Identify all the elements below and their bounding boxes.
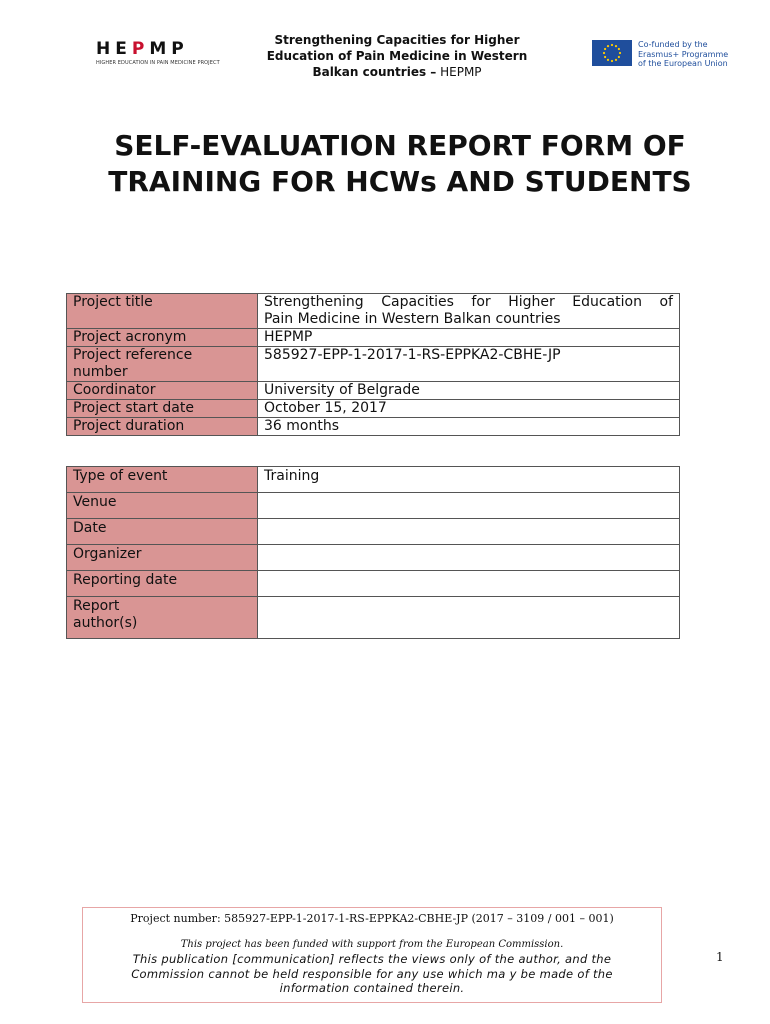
table-label: Project duration <box>67 418 258 436</box>
page-number: 1 <box>716 950 724 964</box>
table-row <box>67 519 680 545</box>
reporting-date-field[interactable] <box>258 571 680 597</box>
table-row <box>67 347 680 382</box>
eu-cofunded-logo <box>592 40 732 70</box>
table-label: Project start date <box>67 400 258 418</box>
main-title: SELF-EVALUATION REPORT FORM OF TRAINING FOR HCWs AND STUDENTS <box>108 129 692 198</box>
footer-project-number: Project number: 585927-EPP-1-2017-1-RS-EPPKA2-CBHE-JP (2017 – 3109 / 001 – 001) <box>130 912 614 925</box>
table-row <box>67 467 680 493</box>
table-value: 36 months <box>258 418 680 436</box>
table-label: Organizer <box>67 545 258 571</box>
logo-subtitle: HIGHER EDUCATION IN PAIN MEDICINE PROJECT <box>96 60 220 66</box>
table-value: University of Belgrade <box>258 382 680 400</box>
venue-field[interactable] <box>258 493 680 519</box>
table-label: Venue <box>67 493 258 519</box>
footer-disclaimer-box <box>82 907 662 1003</box>
date-field[interactable] <box>258 519 680 545</box>
table-label: Reporting date <box>67 571 258 597</box>
table-value: October 15, 2017 <box>258 400 680 418</box>
table-row <box>67 545 680 571</box>
table-row <box>67 329 680 347</box>
organizer-field[interactable] <box>258 545 680 571</box>
table-value: Strengthening Capacities for Higher Education of Pain Medicine in Western Balkan countries <box>258 294 680 329</box>
table-row <box>67 493 680 519</box>
table-label: Project title <box>67 294 258 329</box>
event-info-table <box>66 466 680 639</box>
table-value: 585927-EPP-1-2017-1-RS-EPPKA2-CBHE-JP <box>258 347 680 382</box>
project-info-table <box>66 293 680 436</box>
table-label: Report author(s) <box>67 597 258 639</box>
table-label: Project acronym <box>67 329 258 347</box>
eu-cofunded-text: Co-funded by the Erasmus+ Programme of the European Union <box>638 40 729 68</box>
table-label: Coordinator <box>67 382 258 400</box>
table-row <box>67 571 680 597</box>
table-row <box>67 400 680 418</box>
report-authors-field[interactable] <box>258 597 680 639</box>
footer-funded-text: This project has been funded with support from the European Commission. <box>180 939 564 950</box>
table-label: Project reference number <box>67 347 258 382</box>
eu-flag-icon <box>592 40 632 66</box>
table-value: HEPMP <box>258 329 680 347</box>
header-title: Strengthening Capacities for Higher Education of Pain Medicine in Western Balkan countries – HEPMP <box>266 33 528 79</box>
hepmp-logo <box>96 39 220 66</box>
table-label: Date <box>67 519 258 545</box>
table-row <box>67 418 680 436</box>
table-row <box>67 597 680 639</box>
footer-disclaimer-text: This publication [communication] reflects the views only of the author, and the Commission cannot be held responsible for any use which ma y be made of the information contained therein. <box>131 952 613 995</box>
table-row <box>67 382 680 400</box>
table-label: Type of event <box>67 467 258 493</box>
table-row <box>67 294 680 329</box>
table-value[interactable]: Training <box>258 467 680 493</box>
logo-mark: HEPMP <box>96 39 189 59</box>
